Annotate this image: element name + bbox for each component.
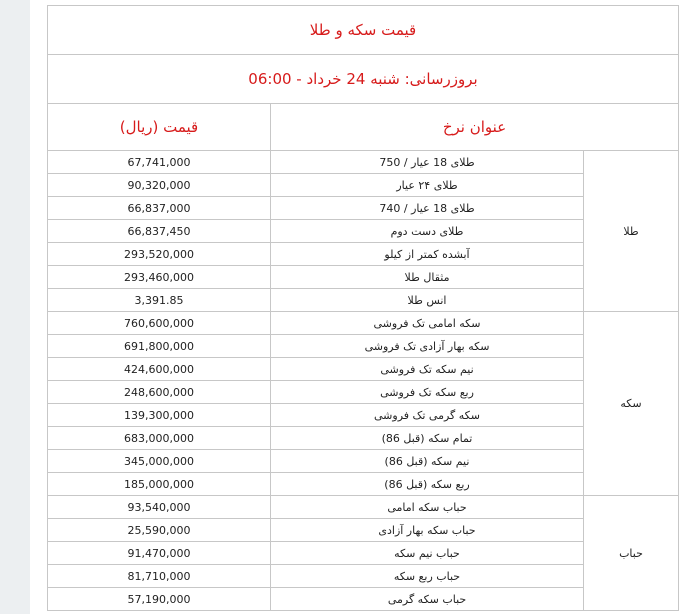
rate-name: نیم سکه تک فروشی xyxy=(271,358,584,381)
rate-price: 293,460,000 xyxy=(48,266,271,289)
rate-price: 248,600,000 xyxy=(48,381,271,404)
update-row xyxy=(48,55,679,104)
table-title: قیمت سکه و طلا xyxy=(48,6,679,55)
rate-name: ربع سکه تک فروشی xyxy=(271,381,584,404)
table-row xyxy=(48,496,679,519)
rate-name: طلای 18 عیار / 750 xyxy=(271,151,584,174)
rate-name: حباب نیم سکه xyxy=(271,542,584,565)
table-row xyxy=(48,312,679,335)
rate-name: آبشده کمتر از کیلو xyxy=(271,243,584,266)
rate-name: حباب سکه بهار آزادی xyxy=(271,519,584,542)
rate-price: 66,837,450 xyxy=(48,220,271,243)
group-label: حباب xyxy=(584,496,679,611)
rate-price: 3,391.85 xyxy=(48,289,271,312)
header-price: قیمت (ریال) xyxy=(48,104,271,151)
rate-name: ربع سکه (قبل 86) xyxy=(271,473,584,496)
rate-name: حباب سکه گرمی xyxy=(271,588,584,611)
update-time: بروزرسانی: شنبه 24 خرداد - 06:00 xyxy=(48,55,679,104)
table-row xyxy=(48,151,679,174)
rate-name: سکه گرمی تک فروشی xyxy=(271,404,584,427)
rate-price: 57,190,000 xyxy=(48,588,271,611)
gold-coin-price-table xyxy=(47,5,679,611)
rate-name: انس طلا xyxy=(271,289,584,312)
price-table-body xyxy=(48,6,679,611)
rate-price: 683,000,000 xyxy=(48,427,271,450)
rate-price: 25,590,000 xyxy=(48,519,271,542)
rate-price: 90,320,000 xyxy=(48,174,271,197)
rate-price: 66,837,000 xyxy=(48,197,271,220)
rate-price: 345,000,000 xyxy=(48,450,271,473)
group-label: طلا xyxy=(584,151,679,312)
rate-price: 67,741,000 xyxy=(48,151,271,174)
rate-name: سکه امامی تک فروشی xyxy=(271,312,584,335)
rate-name: طلای دست دوم xyxy=(271,220,584,243)
rate-name: طلای 18 عیار / 740 xyxy=(271,197,584,220)
rate-price: 81,710,000 xyxy=(48,565,271,588)
rate-price: 139,300,000 xyxy=(48,404,271,427)
rate-price: 691,800,000 xyxy=(48,335,271,358)
rate-name: حباب ربع سکه xyxy=(271,565,584,588)
rate-price: 293,520,000 xyxy=(48,243,271,266)
rate-price: 91,470,000 xyxy=(48,542,271,565)
header-rate-title: عنوان نرخ xyxy=(271,104,679,151)
page-side-strip xyxy=(0,0,30,614)
price-table-container xyxy=(47,5,678,611)
rate-name: طلای ۲۴ عیار xyxy=(271,174,584,197)
rate-price: 185,000,000 xyxy=(48,473,271,496)
rate-name: نیم سکه (قبل 86) xyxy=(271,450,584,473)
group-label: سکه xyxy=(584,312,679,496)
rate-price: 424,600,000 xyxy=(48,358,271,381)
title-row xyxy=(48,6,679,55)
rate-price: 760,600,000 xyxy=(48,312,271,335)
header-row xyxy=(48,104,679,151)
rate-name: سکه بهار آزادی تک فروشی xyxy=(271,335,584,358)
rate-name: تمام سکه (قبل 86) xyxy=(271,427,584,450)
rate-name: مثقال طلا xyxy=(271,266,584,289)
rate-name: حباب سکه امامی xyxy=(271,496,584,519)
rate-price: 93,540,000 xyxy=(48,496,271,519)
